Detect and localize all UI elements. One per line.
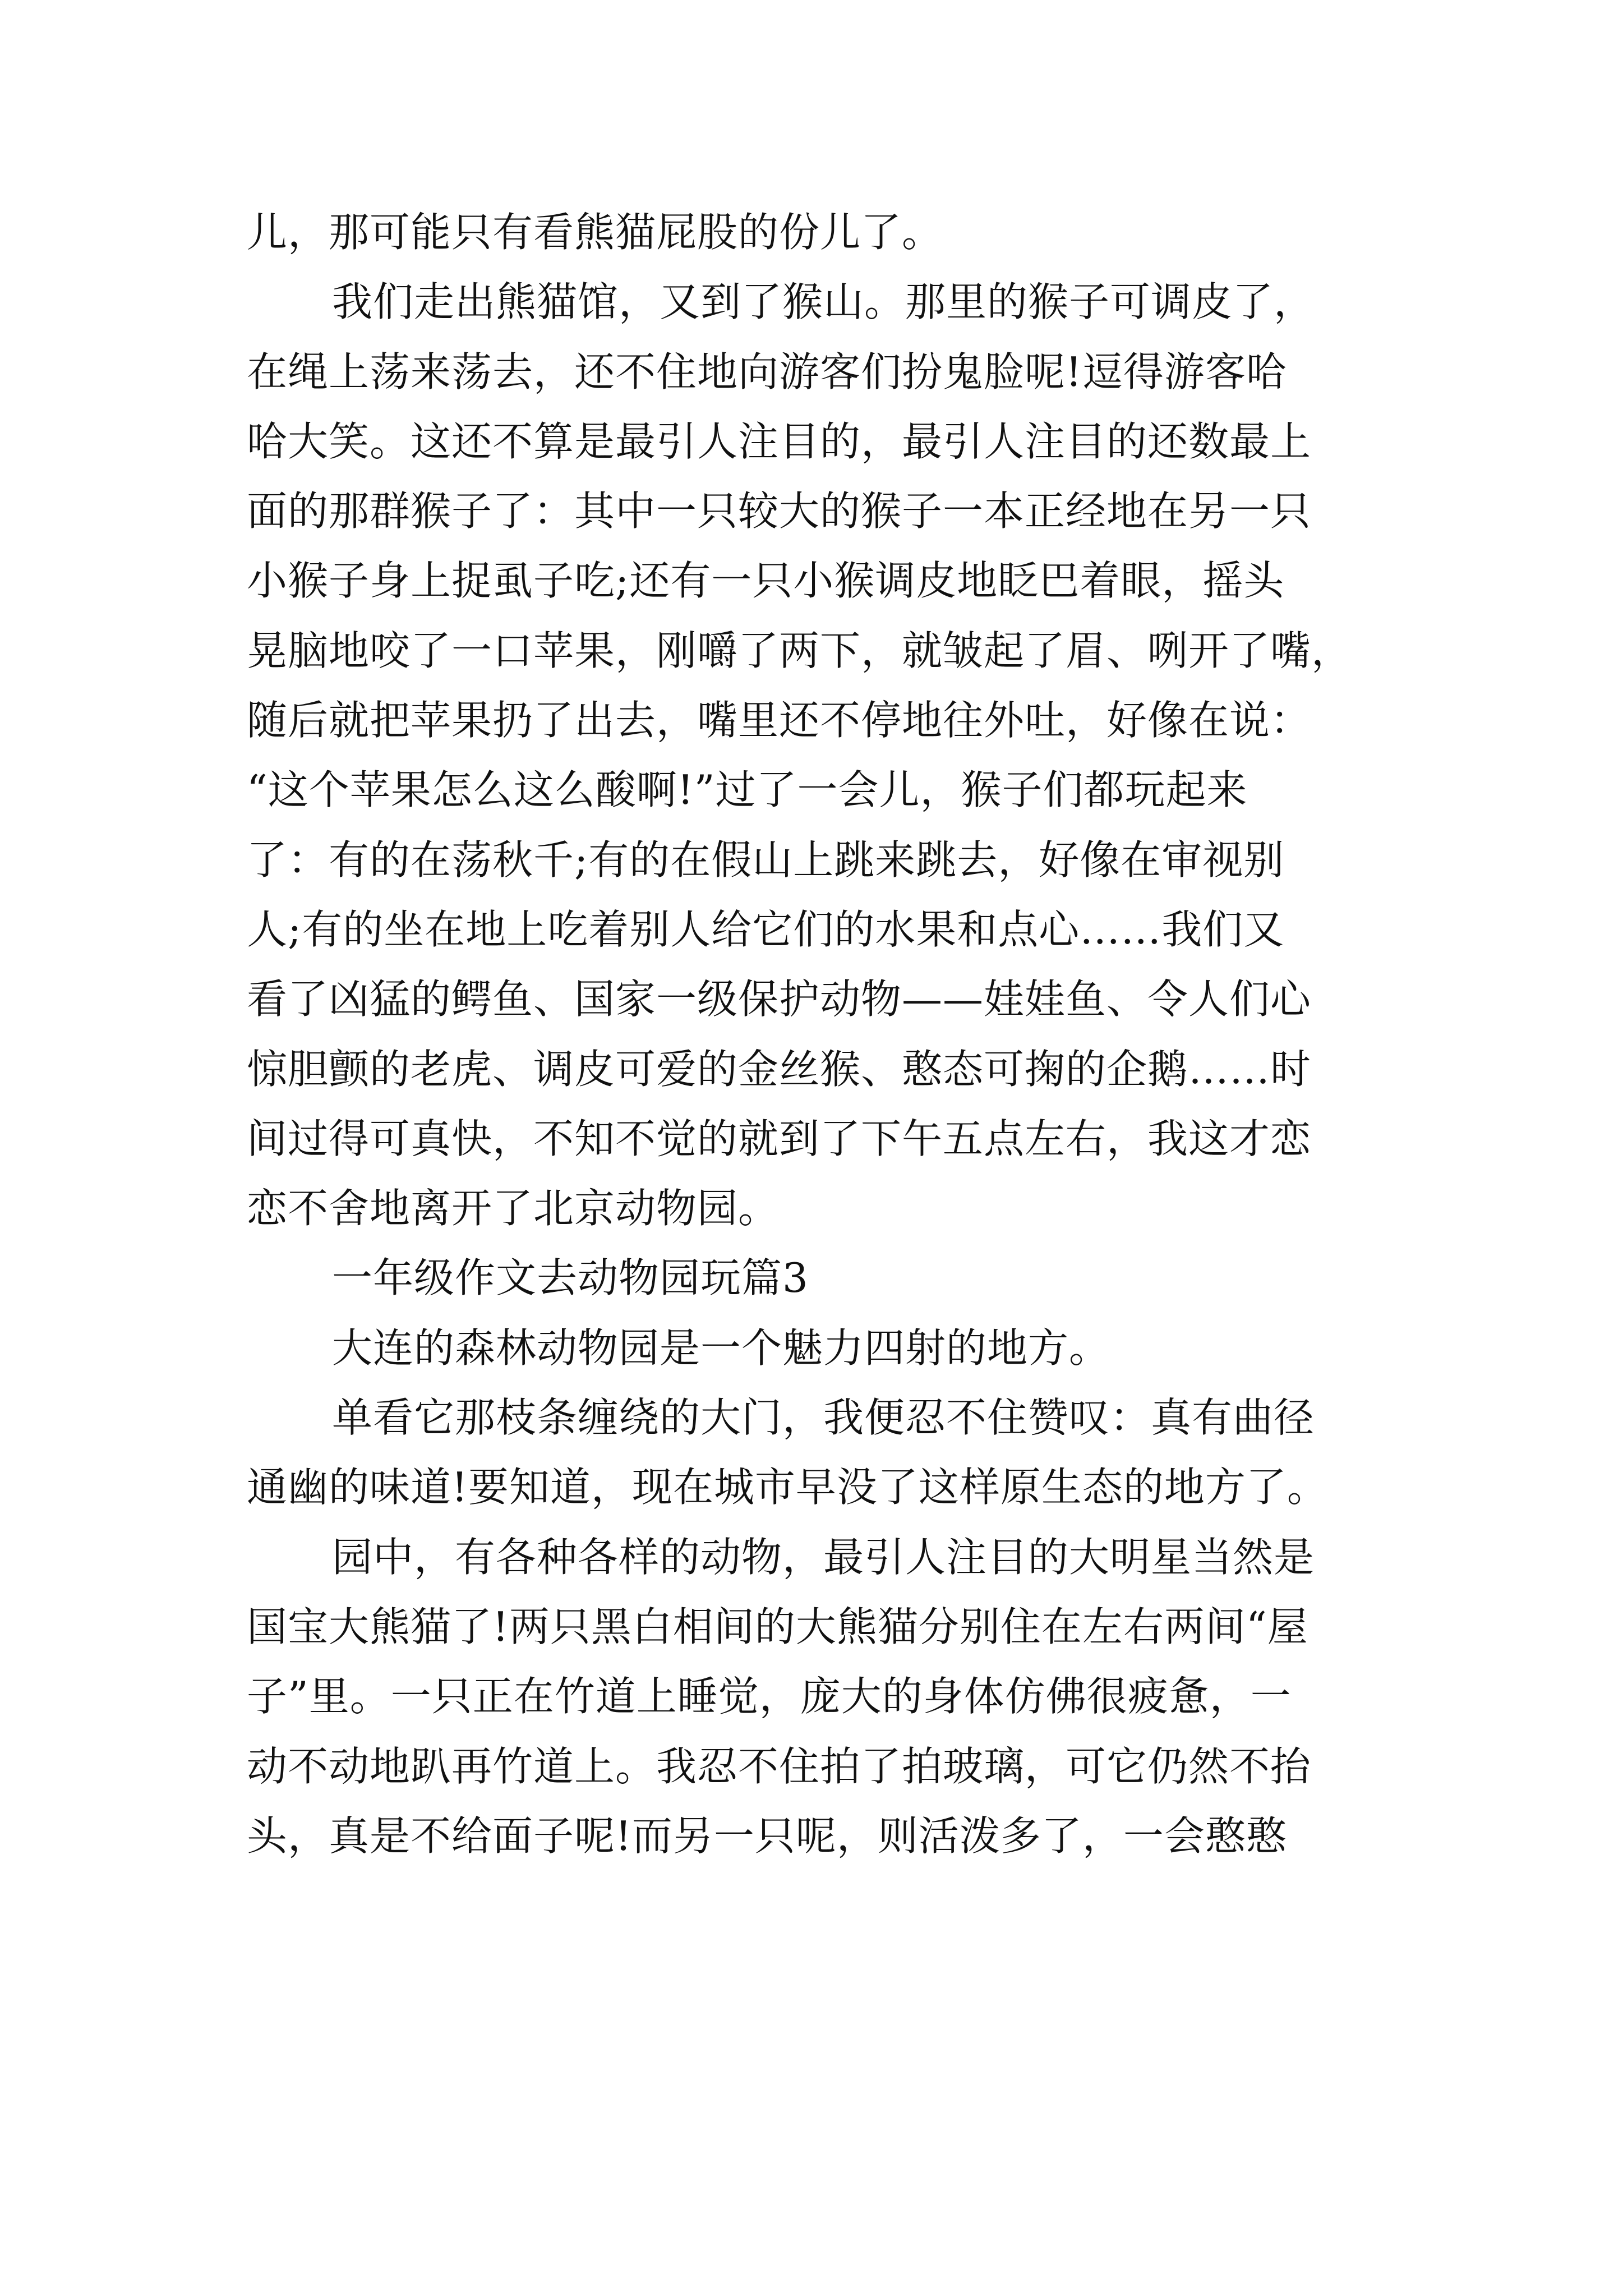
text-line: 了：有的在荡秋千;有的在假山上跳来跳去，好像在审视别 <box>247 836 1285 884</box>
text-line: “这个苹果怎么这么酸啊!”过了一会儿，猴子们都玩起来 <box>247 766 1248 814</box>
text-line: 子”里。一只正在竹道上睡觉，庞大的身体仿佛很疲惫，一 <box>247 1673 1292 1720</box>
text-line: 头，真是不给面子呢!而另一只呢，则活泼多了，一会憨憨 <box>247 1812 1287 1860</box>
document-body <box>247 197 1391 1871</box>
paragraph-start-line: 我们走出熊猫馆，又到了猴山。那里的猴子可调皮了， <box>332 278 1315 326</box>
text-line: 国宝大熊猫了!两只黑白相间的大熊猫分别住在左右两间“屋 <box>247 1603 1308 1650</box>
text-line: 恋不舍地离开了北京动物园。 <box>247 1185 780 1232</box>
text-line: 通幽的味道!要知道，现在城市早没了这样原生态的地方了。 <box>247 1464 1328 1511</box>
section-heading: 一年级作文去动物园玩篇3 <box>332 1254 809 1302</box>
text-line: 随后就把苹果扔了出去，嘴里还不停地往外吐，好像在说： <box>247 697 1312 744</box>
text-line: 在绳上荡来荡去，还不住地向游客们扮鬼脸呢!逗得游客哈 <box>247 348 1287 395</box>
text-line: 哈大笑。这还不算是最引人注目的，最引人注目的还数最上 <box>247 417 1312 465</box>
text-line: 惊胆颤的老虎、调皮可爱的金丝猴、憨态可掬的企鹅……时 <box>247 1045 1312 1093</box>
text-line: 面的那群猴子了：其中一只较大的猴子一本正经地在另一只 <box>247 487 1312 535</box>
paragraph-start-line: 单看它那枝条缠绕的大门，我便忍不住赞叹：真有曲径 <box>332 1394 1315 1442</box>
paragraph-start-line: 园中，有各种各样的动物，最引人注目的大明星当然是 <box>332 1533 1315 1581</box>
text-line: 人;有的坐在地上吃着别人给它们的水果和点心……我们又 <box>247 905 1285 953</box>
text-line: 小猴子身上捉虱子吃;还有一只小猴调皮地眨巴着眼，摇头 <box>247 557 1285 605</box>
paragraph-start-line: 大连的森林动物园是一个魅力四射的地方。 <box>332 1324 1110 1372</box>
text-line: 儿，那可能只有看熊猫屁股的份儿了。 <box>247 209 943 256</box>
text-line: 动不动地趴再竹道上。我忍不住拍了拍玻璃，可它仍然不抬 <box>247 1742 1312 1790</box>
text-line: 看了凶猛的鳄鱼、国家一级保护动物——娃娃鱼、令人们心 <box>247 976 1312 1023</box>
text-line: 晃脑地咬了一口苹果，刚嚼了两下，就皱起了眉、咧开了嘴， <box>247 627 1353 674</box>
text-line: 间过得可真快，不知不觉的就到了下午五点左右，我这才恋 <box>247 1115 1312 1162</box>
